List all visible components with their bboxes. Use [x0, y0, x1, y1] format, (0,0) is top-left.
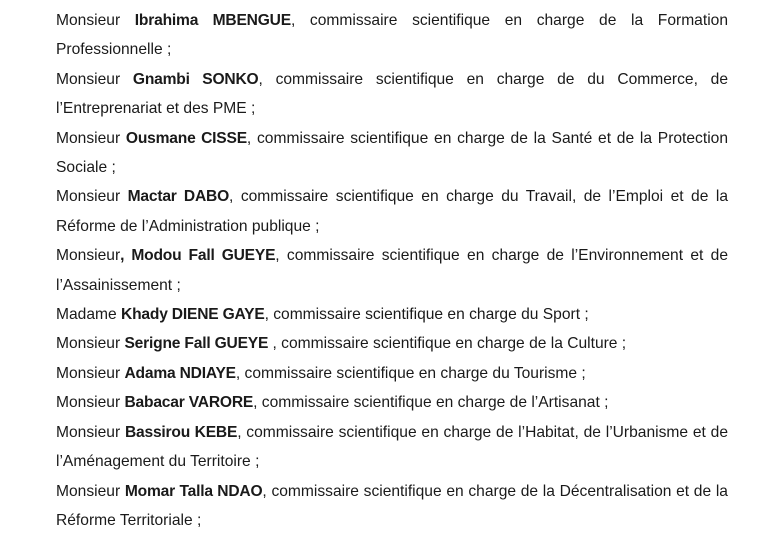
appointment-entry [56, 65, 728, 124]
entry-title: Monsieur [56, 130, 126, 147]
entry-title: Monsieur [56, 247, 120, 264]
person-name: Momar Talla NDAO [125, 483, 263, 500]
entry-role: , commissaire scientifique en charge de la Décentralisation et de la Réforme Territoriale ; [56, 483, 728, 529]
appointment-entry [56, 300, 728, 329]
appointment-entry [56, 182, 728, 241]
person-name: Adama NDIAYE [124, 365, 235, 382]
entry-title: Monsieur [56, 424, 125, 441]
entry-title: Monsieur [56, 71, 133, 88]
entry-role: , commissaire scientifique en charge de l’Habitat, de l’Urbanisme et de l’Aménagement du Territoire ; [56, 424, 728, 470]
entry-role: , commissaire scientifique en charge du Travail, de l’Emploi et de la Réforme de l’Administration publique ; [56, 188, 728, 234]
person-name: Ibrahima MBENGUE [135, 12, 291, 29]
person-name: Babacar VARORE [124, 394, 253, 411]
appointment-entry [56, 241, 728, 300]
entry-role: , commissaire scientifique en charge de l’Environnement et de l’Assainissement ; [56, 247, 728, 293]
appointment-entry [56, 418, 728, 477]
entry-role: , commissaire scientifique en charge du Tourisme ; [236, 365, 586, 382]
entry-role: , commissaire scientifique en charge du Sport ; [265, 306, 589, 323]
entry-title: Monsieur [56, 483, 125, 500]
entry-role: , commissaire scientifique en charge de la Culture ; [268, 335, 626, 352]
appointment-entry [56, 124, 728, 183]
entry-role: , commissaire scientifique en charge de du Commerce, de l’Entreprenariat et des PME ; [56, 71, 728, 117]
entry-title: Monsieur [56, 365, 124, 382]
entry-title: Monsieur [56, 188, 128, 205]
person-name: Mactar DABO [128, 188, 229, 205]
person-name: Khady DIENE GAYE [121, 306, 265, 323]
person-name: Serigne Fall GUEYE [124, 335, 268, 352]
entry-title: Monsieur [56, 335, 124, 352]
entry-title: Madame [56, 306, 121, 323]
appointment-entry [56, 6, 728, 65]
appointment-entry [56, 477, 728, 535]
appointment-entry [56, 329, 728, 358]
person-name: Bassirou KEBE [125, 424, 237, 441]
document-page [56, 6, 728, 535]
person-name: , Modou Fall GUEYE [120, 247, 275, 264]
appointment-entry [56, 388, 728, 417]
entry-role: , commissaire scientifique en charge de la Santé et de la Protection Sociale ; [56, 130, 728, 176]
entry-title: Monsieur [56, 12, 135, 29]
person-name: Gnambi SONKO [133, 71, 259, 88]
appointment-entry [56, 359, 728, 388]
entry-title: Monsieur [56, 394, 124, 411]
entry-role: , commissaire scientifique en charge de l’Artisanat ; [253, 394, 608, 411]
entry-role: , commissaire scientifique en charge de la Formation Professionnelle ; [56, 12, 728, 58]
person-name: Ousmane CISSE [126, 130, 247, 147]
